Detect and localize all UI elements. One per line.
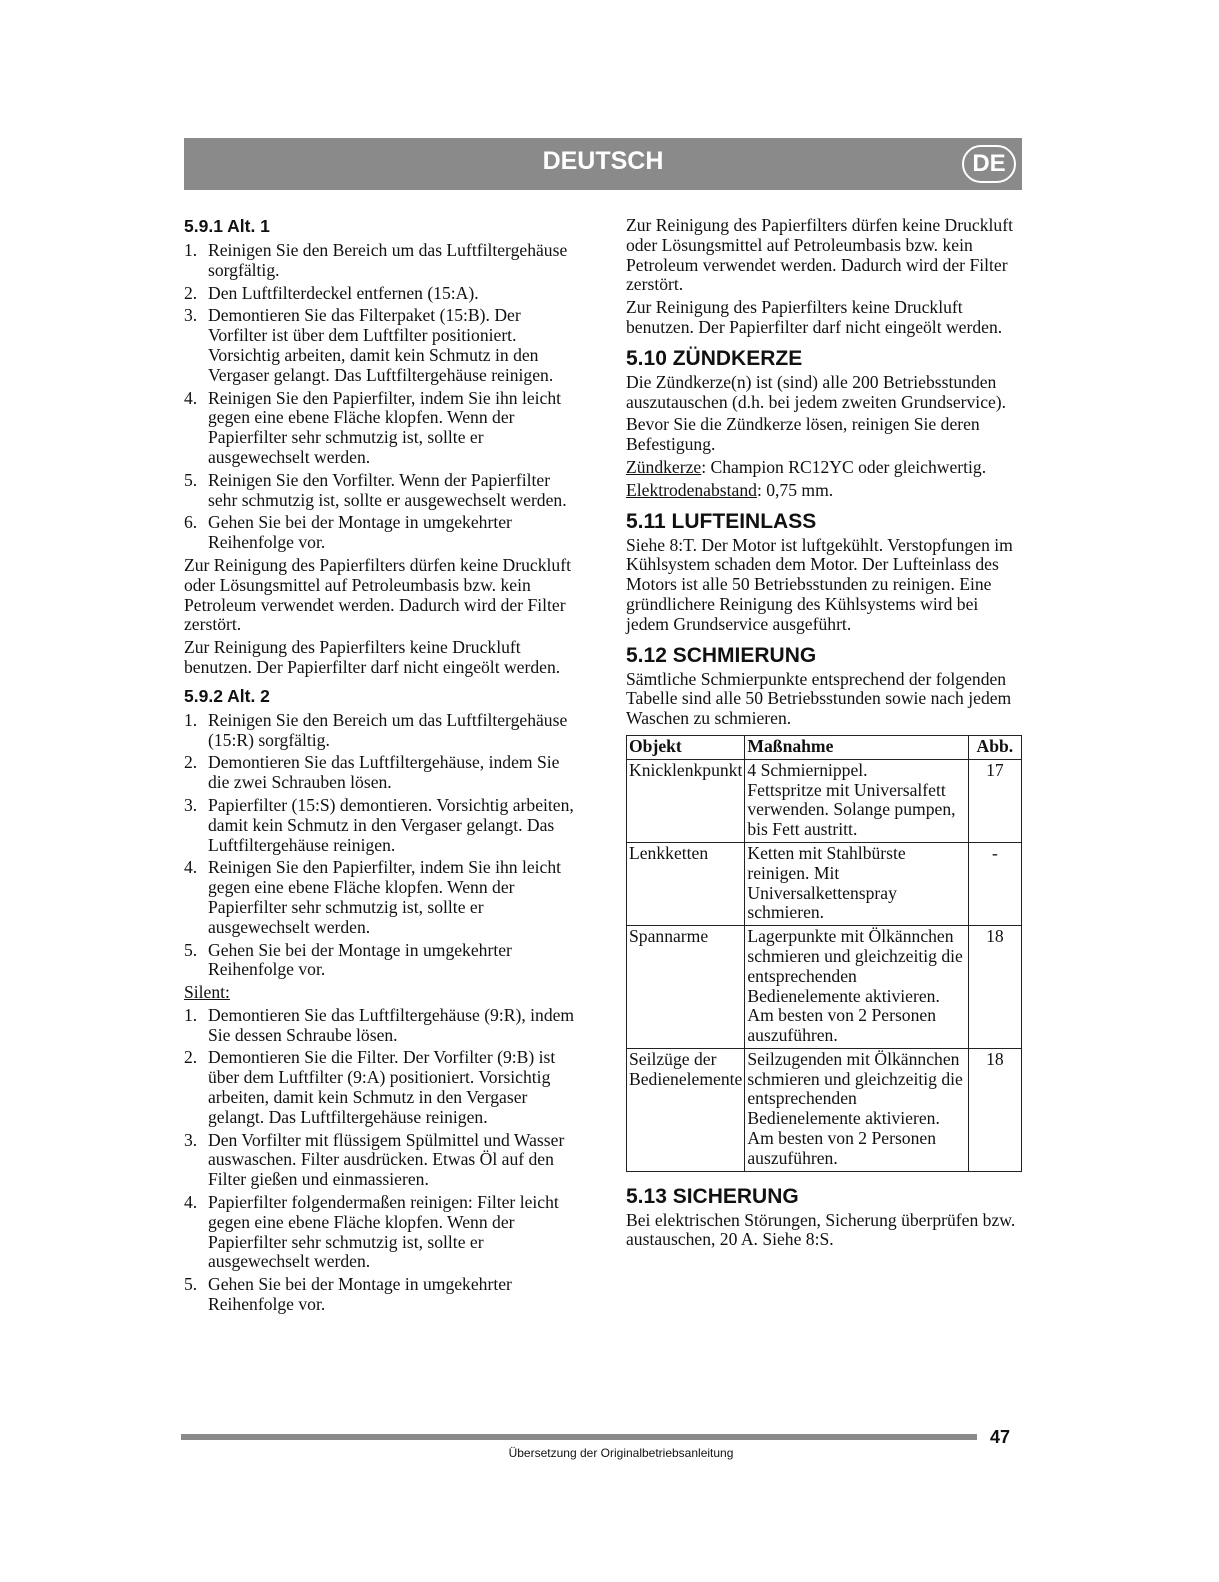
list-item: 3. Papierfilter (15:S) demontieren. Vorsichtig arbeiten, damit kein Schmutz in den Vergaser gelangt. Das Luftfiltergehäuse reinigen. [184, 794, 574, 855]
footer-caption: Übersetzung der Originalbetriebsanleitung [508, 1446, 734, 1460]
spark-plug-spec: Zündkerze: Champion RC12YC oder gleichwertig. [626, 456, 987, 477]
table-cell: 4 Schmiernippel. Fettspritze mit Universalfett verwenden. Solange pumpen, bis Fett austritt. [745, 759, 968, 842]
warning-paragraph: Zur Reinigung des Papierfilters keine Druckluft benutzen. Der Papierfilter darf nicht eingeölt werden. [626, 297, 1003, 337]
list-item: 4. Reinigen Sie den Papierfilter, indem Sie ihn leicht gegen eine ebene Fläche klopfen. Wenn der Papierfilter sehr schmutzig ist, sollte er ausgewechselt werden. [184, 857, 562, 937]
table-cell: Seilzüge der Bedienelemente [627, 1048, 745, 1171]
table-row [627, 842, 1022, 925]
right-column [626, 216, 1022, 1253]
list-item: 1. Reinigen Sie den Bereich um das Luftfiltergehäuse sorgfältig. [184, 240, 568, 280]
silent-steps [184, 1006, 580, 1315]
list-item: 2. Demontieren Sie das Luftfiltergehäuse, indem Sie die zwei Schrauben lösen. [184, 752, 560, 793]
list-item: 6. Gehen Sie bei der Montage in umgekehrter Reihenfolge vor. [184, 512, 512, 553]
paragraph: Bevor Sie die Zündkerze lösen, reinigen Sie deren Befestigung. [626, 414, 980, 455]
list-item: 5. Gehen Sie bei der Montage in umgekehrter Reihenfolge vor. [184, 939, 512, 980]
column-header: Objekt [627, 735, 745, 759]
section-heading-5-10: 5.10 ZÜNDKERZE [626, 346, 803, 370]
table-row [627, 1048, 1022, 1171]
table-row [627, 926, 1022, 1049]
paragraph: Siehe 8:T. Der Motor ist luftgekühlt. Verstopfungen im Kühlsystem schaden dem Motor. Der Lufteinlass des Motors ist alle 50 Betriebsstunden zu reinigen. Eine gründlichere Reinigung des Kühlsystems wird bei jedem Grundservice ausgeführt. [626, 534, 1013, 634]
paragraph: Bei elektrischen Störungen, Sicherung überprüfen bzw. austauschen, 20 A. Siehe 8:S. [626, 1209, 1016, 1250]
alt2-steps [184, 711, 580, 980]
table-cell: Seilzugenden mit Ölkännchen schmieren und gleichzeitig die entsprechenden Bedienelemente aktivieren. Am besten von 2 Personen auszuführen. [745, 1048, 968, 1171]
table-cell: 18 [968, 1048, 1021, 1171]
section-heading-5-11: 5.11 LUFTEINLASS [626, 509, 817, 533]
table-cell: 18 [968, 926, 1021, 1049]
lubrication-table [626, 735, 1022, 1172]
table-cell: - [968, 842, 1021, 925]
list-item: 1. Reinigen Sie den Bereich um das Luftfiltergehäuse (15:R) sorgfältig. [184, 709, 568, 750]
table-header-row [627, 735, 1022, 759]
section-heading-5-12: 5.12 SCHMIERUNG [626, 643, 817, 667]
warning-paragraph: Zur Reinigung des Papierfilters dürfen keine Druckluft oder Lösungsmittel auf Petroleumbasis bzw. kein Petroleum verwendet werden. Dadurch wird der Filter zerstört. [184, 554, 571, 635]
list-item: 4. Reinigen Sie den Papierfilter, indem Sie ihn leicht gegen eine ebene Fläche klopfen. Wenn der Papierfilter sehr schmutzig ist, sollte er ausgewechselt werden. [184, 387, 562, 467]
warning-paragraph: Zur Reinigung des Papierfilters dürfen keine Druckluft oder Lösungsmittel auf Petroleumbasis bzw. kein Petroleum verwendet werden. Dadurch wird der Filter zerstört. [626, 215, 1013, 295]
table-cell: Ketten mit Stahlbürste reinigen. Mit Universalkettenspray schmieren. [745, 842, 968, 925]
footer-divider [181, 1434, 977, 1440]
table-cell: Spannarme [627, 926, 745, 1049]
column-header: Maßnahme [745, 735, 968, 759]
table-cell: Lagerpunkte mit Ölkännchen schmieren und gleichzeitig die entsprechenden Bedienelemente aktivieren. Am besten von 2 Personen auszuführen. [745, 926, 968, 1049]
language-header-bar [184, 138, 1022, 190]
alt1-steps [184, 241, 580, 553]
paragraph: Sämtliche Schmierpunkte entsprechend der folgenden Tabelle sind alle 50 Betriebsstunden sowie nach jedem Waschen zu schmieren. [626, 668, 1012, 729]
paragraph: Die Zündkerze(n) ist (sind) alle 200 Betriebsstunden auszutauschen (d.h. bei jedem zweiten Grundservice). [626, 371, 1007, 412]
silent-label: Silent: [184, 982, 230, 1003]
list-item: 2. Den Luftfilterdeckel entfernen (15:A). [184, 282, 479, 303]
list-item: 1. Demontieren Sie das Luftfiltergehäuse (9:R), indem Sie dessen Schraube lösen. [184, 1004, 575, 1045]
page-number: 47 [990, 1427, 1011, 1447]
section-heading-5-9-2: 5.9.2 Alt. 2 [184, 685, 270, 706]
table-cell: 17 [968, 759, 1021, 842]
header-title: DEUTSCH [542, 147, 664, 175]
warning-paragraph: Zur Reinigung des Papierfilters keine Druckluft benutzen. Der Papierfilter darf nicht eingeölt werden. [184, 637, 561, 677]
table-cell: Knicklenkpunkt [627, 759, 745, 842]
left-column [184, 216, 580, 1318]
list-item: 5. Gehen Sie bei der Montage in umgekehrter Reihenfolge vor. [184, 1274, 512, 1315]
column-header: Abb. [968, 735, 1021, 759]
language-badge: DE [962, 145, 1016, 183]
table-cell: Lenkketten [627, 842, 745, 925]
section-heading-5-9-1: 5.9.1 Alt. 1 [184, 216, 270, 236]
list-item: 5. Reinigen Sie den Vorfilter. Wenn der Papierfilter sehr schmutzig ist, sollte er ausgewechselt werden. [184, 469, 567, 510]
section-heading-5-13: 5.13 SICHERUNG [626, 1184, 799, 1208]
list-item: 3. Demontieren Sie das Filterpaket (15:B). Der Vorfilter ist über dem Luftfilter positioniert. Vorsichtig arbeiten, damit kein Schmutz in den Vergaser gelangt. Das Luftfiltergehäuse reinigen. [184, 305, 554, 385]
list-item: 4. Papierfilter folgendermaßen reinigen: Filter leicht gegen eine ebene Fläche klopfen. Wenn der Papierfilter sehr schmutzig ist, sollte er ausgewechselt werden. [184, 1192, 559, 1272]
table-row [627, 759, 1022, 842]
list-item: 2. Demontieren Sie die Filter. Der Vorfilter (9:B) ist über dem Luftfilter (9:A) positioniert. Vorsichtig arbeiten, damit kein Schmutz in den Vergaser gelangt. Das Luftfiltergehäuse reinigen. [184, 1047, 556, 1127]
electrode-gap-spec: Elektrodenabstand: 0,75 mm. [626, 479, 834, 500]
list-item: 3. Den Vorfilter mit flüssigem Spülmittel und Wasser auswaschen. Filter ausdrücken. Etwas Öl auf den Filter gießen und einmassieren. [184, 1129, 565, 1190]
